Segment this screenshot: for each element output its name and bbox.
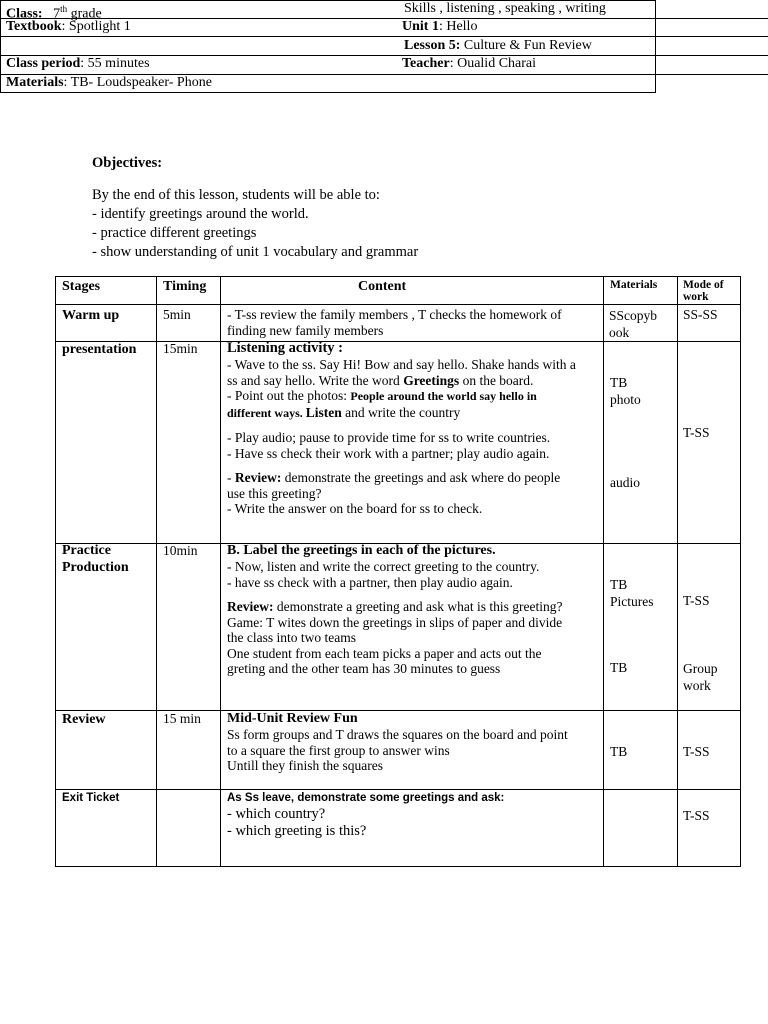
textbook-field: Textbook: Spotlight 1 — [6, 19, 131, 34]
materials-warm-up: SScopyb ook — [609, 308, 658, 340]
objectives-intro: By the end of this lesson, students will be able to: — [92, 187, 380, 203]
header-mode-of-work: Mode of work — [683, 279, 724, 303]
materials-practice-tb: TB — [610, 660, 628, 675]
objectives-title: Objectives: — [92, 155, 163, 171]
class-period-field: Class period: 55 minutes — [6, 56, 150, 71]
header-materials: Materials — [610, 279, 658, 291]
column-divider — [220, 277, 221, 866]
lesson-plan-table — [55, 276, 741, 867]
content-practice: B. Label the greetings in each of the pictures. - Now, listen and write the correct greeting to the country. - have ss check with a partner, then play audio again. Review: demonstrate a greeting and ask what is this greeting? Game: T wites down the greetings in slips of paper and divide the class into two teams One student from each team picks a paper and acts out the greting and the other team has 30 minutes to guess — [227, 543, 563, 676]
teacher-field: Teacher: Oualid Charai — [402, 56, 537, 71]
column-divider — [603, 277, 604, 866]
unit-field: Unit 1: Hello — [402, 19, 478, 34]
timing-presentation: 15min — [163, 341, 198, 356]
timing-warm-up: 5min — [163, 307, 191, 322]
content-review: Mid-Unit Review Fun Ss form groups and T draws the squares on the board and point to a square the first group to answer wins Untill they finish the squares — [227, 711, 568, 773]
row-divider — [56, 304, 740, 305]
stage-exit-ticket: Exit Ticket — [62, 792, 120, 804]
materials-presentation-audio: audio — [610, 475, 640, 490]
header-row-divider — [0, 36, 768, 37]
stage-warm-up: Warm up — [62, 308, 120, 323]
mode-presentation: T-SS — [683, 425, 710, 440]
timing-review: 15 min — [163, 711, 201, 726]
stage-practice-production: Practice Production — [62, 543, 129, 575]
materials-practice-tb-pictures: TB Pictures — [610, 577, 654, 609]
stage-presentation: presentation — [62, 342, 137, 357]
stage-review: Review — [62, 712, 106, 727]
objective-item: - practice different greetings — [92, 225, 257, 241]
materials-review: TB — [610, 744, 628, 759]
materials-field: Materials: TB- Loudspeaker- Phone — [6, 75, 212, 90]
skills-field: Skills , listening , speaking , writing — [404, 1, 606, 16]
materials-presentation-tb-photo: TB photo — [610, 375, 641, 407]
objective-item: - show understanding of unit 1 vocabulary and grammar — [92, 244, 419, 260]
mode-exit-ticket: T-SS — [683, 808, 710, 823]
mode-warm-up: SS-SS — [683, 307, 718, 322]
mode-practice-group-work: Group work — [683, 661, 718, 693]
column-divider — [156, 277, 157, 866]
content-exit-ticket: As Ss leave, demonstrate some greetings and ask: - which country? - which greeting is this? — [227, 792, 505, 839]
header-content: Content — [358, 279, 407, 294]
objective-item: - identify greetings around the world. — [92, 206, 309, 222]
content-warm-up: - T-ss review the family members , T checks the homework of finding new family members — [227, 307, 562, 338]
header-timing: Timing — [163, 279, 207, 294]
timing-practice: 10min — [163, 543, 198, 558]
row-divider — [56, 789, 740, 790]
mode-review: T-SS — [683, 744, 710, 759]
lesson-header-box — [0, 0, 656, 93]
header-stages: Stages — [62, 279, 101, 294]
mode-practice-t-ss: T-SS — [683, 593, 710, 608]
class-field: Class: 7th grade — [6, 4, 102, 22]
lesson-field: Lesson 5: Culture & Fun Review — [404, 38, 592, 53]
content-presentation: Listening activity : - Wave to the ss. Say Hi! Bow and say hello. Shake hands with a ss and say hello. Write the word Greetings on the board. - Point out the photos: People around the world say hello in different ways. Listen and write the country - Play audio; pause to provide time for ss to write countries. - Have ss check their work with a partner; play audio again. - Review: demonstrate the greetings and ask where do people use this greeting? - Write the answer on the board for ss to check. — [227, 340, 576, 516]
column-divider — [677, 277, 678, 866]
